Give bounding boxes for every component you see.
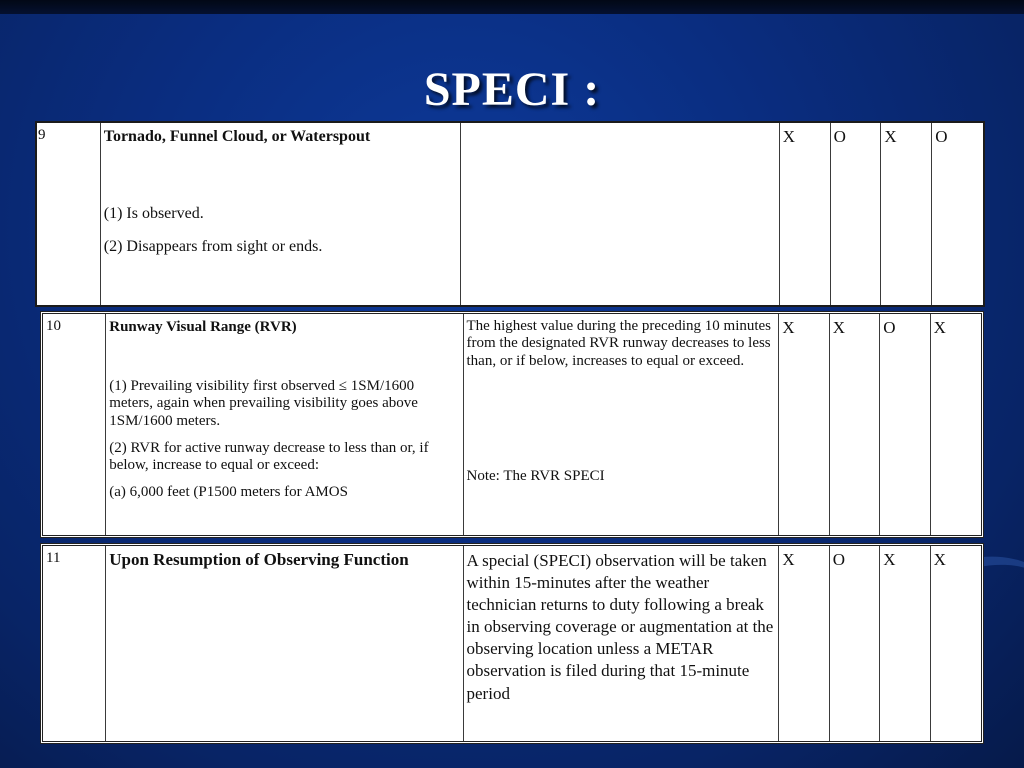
mark-cell: O — [880, 314, 930, 535]
item-title: Tornado, Funnel Cloud, or Waterspout — [103, 128, 371, 145]
row-number: 9 — [37, 123, 101, 305]
mark-cell: X — [881, 123, 932, 305]
item-line: (2) Disappears from sight or ends. — [103, 238, 323, 256]
mark-cell: X — [780, 123, 831, 305]
criteria-note: Note: The RVR SPECI — [466, 467, 605, 484]
mark-cell: X — [933, 318, 946, 337]
top-bar — [0, 0, 1024, 14]
criteria-cell — [461, 123, 780, 305]
mark-cell: O — [935, 127, 948, 146]
item-title: Runway Visual Range (RVR) — [109, 319, 297, 335]
item-cell — [106, 546, 463, 741]
mark-cell: O — [831, 123, 882, 305]
item-cell — [101, 123, 461, 305]
item-line: (1) Prevailing visibility first observed ≤ 1SM/1600 meters, again when prevailing visibility goes above 1SM/1600 meters. — [109, 378, 418, 429]
slide-title: SPECI : — [423, 63, 601, 116]
item-line: (2) RVR for active runway decrease to less than or, if below, increase to equal or exceed: — [109, 439, 429, 473]
row-number: 11 — [43, 546, 106, 741]
row-number: 10 — [43, 314, 106, 535]
mark-cell: X — [830, 314, 880, 535]
criteria-text: The highest value during the preceding 10 minutes from the designated RVR runway decreases to less than, or if below, increases to equal or exceed. — [466, 318, 772, 369]
mark-cell: X — [779, 546, 829, 741]
mark-cell: X — [880, 546, 930, 741]
mark-cell: X — [933, 550, 946, 569]
table-row — [35, 121, 985, 307]
mark-cell: X — [779, 314, 829, 535]
item-line: (a) 6,000 feet (P1500 meters for AMOS — [109, 484, 348, 501]
criteria-cell: A special (SPECI) observation will be taken within 15-minutes after the weather technician returns to duty following a break in observing coverage or augmentation at the observing location unless a METAR observation is filed during that 15-minute period — [464, 546, 780, 741]
mark-cell: O — [830, 546, 880, 741]
item-line: (1) Is observed. — [103, 205, 204, 223]
criteria-cell — [464, 314, 780, 535]
table-row — [40, 311, 984, 538]
item-cell — [106, 314, 463, 535]
item-title: Upon Resumption of Observing Function — [109, 550, 409, 569]
table-row — [40, 543, 984, 744]
